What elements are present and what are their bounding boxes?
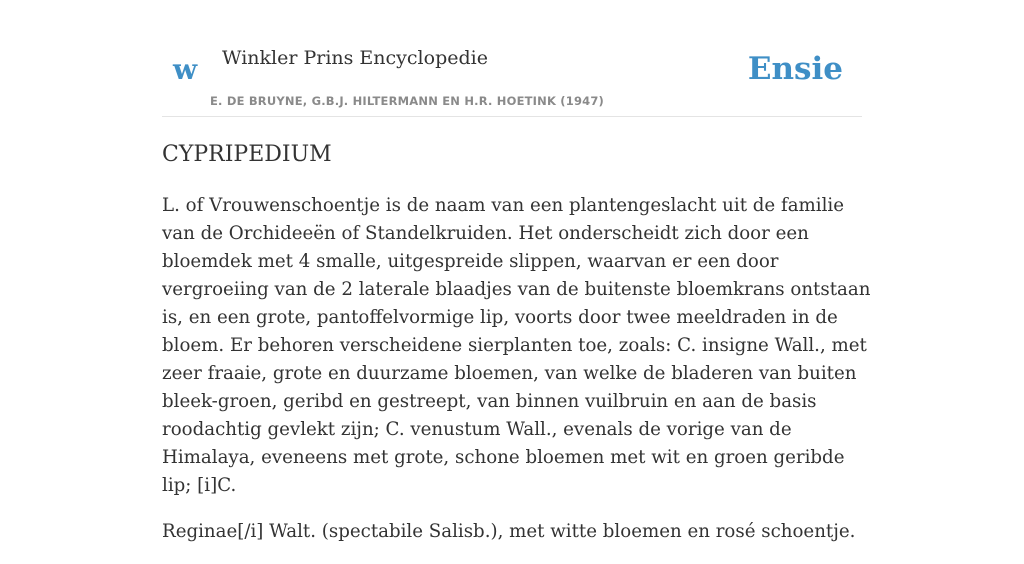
- entry-paragraph: Reginae[/i] Walt. (spectabile Salisb.), met witte bloemen en rosé schoentje.: [162, 521, 856, 542]
- ensie-logo[interactable]: Ensie: [747, 51, 843, 87]
- article-page: [162, 0, 871, 542]
- site-header: [162, 0, 862, 117]
- winkler-prins-logo-icon[interactable]: w: [173, 53, 198, 86]
- entry-title: CYPRIPEDIUM: [162, 142, 332, 167]
- entry-paragraph: L. of Vrouwenschoentje is de naam van een plantengeslacht uit de familie van de Orchideeën of Standelkruiden. Het onderscheidt zich door een bloemdek met 4 smalle, uitgespreide slippen, waarvan er een door vergroeiing van de 2 laterale blaadjes van de buitenste bloemkrans ontstaan is, en een grote, pantoffelvormige lip, voorts door twee meeldraden in de bloem. Er behoren verscheidene sierplanten toe, zoals: C. insigne Wall., met zeer fraaie, grote en duurzame bloemen, van welke de bladeren van buiten bleek-groen, geribd en gestreept, van binnen vuilbruin en aan de basis roodachtig gevlekt zijn; C. venustum Wall., evenals de vorige van de Himalaya, eveneens met grote, schone bloemen met wit en groen geribde lip; [i]C.: [162, 195, 871, 496]
- site-title[interactable]: Winkler Prins Encyclopedie: [222, 47, 488, 69]
- authors-line: E. DE BRUYNE, G.B.J. HILTERMANN EN H.R. HOETINK (1947): [210, 94, 605, 108]
- entry-body: [162, 192, 872, 564]
